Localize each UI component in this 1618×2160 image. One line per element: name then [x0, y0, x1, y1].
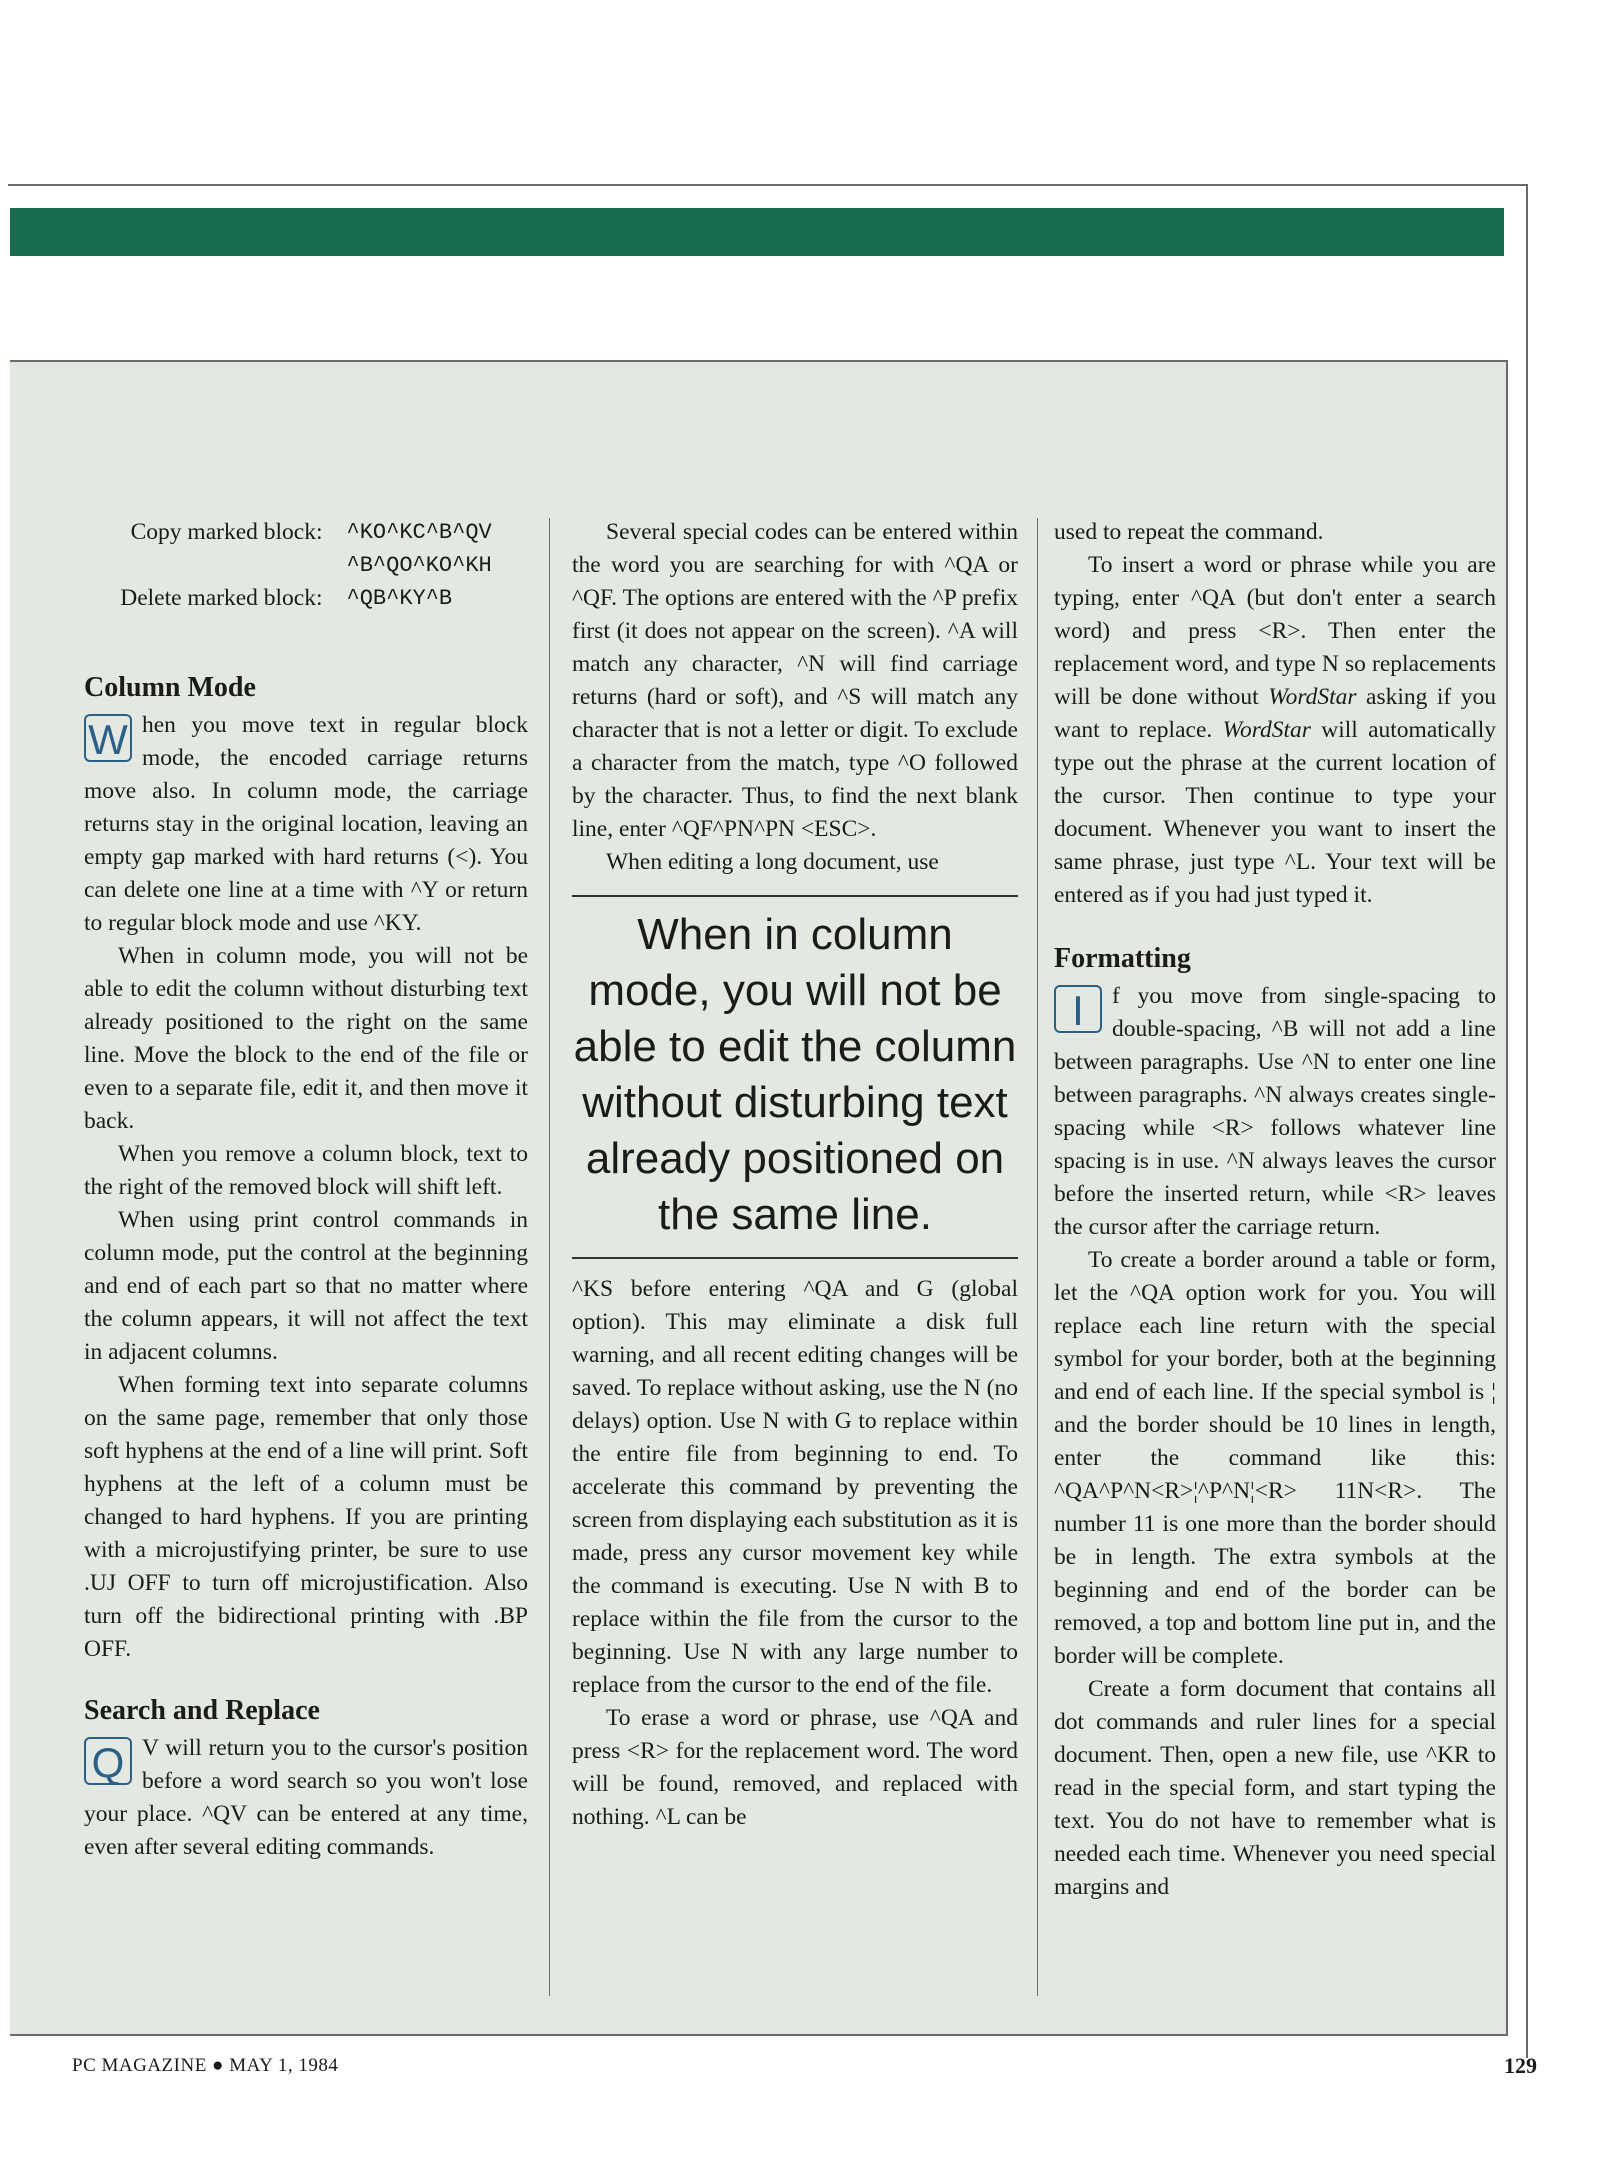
- paragraph: Several special codes can be entered within the word you are searching for with ^QA or ^QF. The options are entered with the ^P prefix first (it does not appear on the screen). ^A will match any character, ^N will find carriage returns (hard or soft), and ^S will match any character that is not a letter or digit. To exclude a character from the match, type ^O followed by the character. Thus, to find the next blank line, enter ^QF^PN^PN <ESC>.: [572, 519, 1018, 842]
- heading-formatting: Formatting: [1054, 943, 1191, 974]
- paragraph-text: hen you move text in regular block mode, the encoded carriage returns move also. In column mode, the carriage returns stay in the original location, leaving an empty gap marked with hard returns (<). You can delete one line at a time with ^Y or return to regular block mode and use ^KY.: [84, 712, 528, 936]
- column-rule-right: [1037, 518, 1038, 1996]
- copy-label: Copy marked block:: [130, 519, 323, 545]
- copy-command-1: ^KO^KC^B^QV: [346, 520, 492, 545]
- footer-publication: PC MAGAZINE ● MAY 1, 1984: [72, 2055, 339, 2076]
- wordstar-title: WordStar: [1268, 684, 1357, 710]
- block-commands: [84, 516, 528, 615]
- drop-cap-i: I: [1054, 985, 1102, 1033]
- paragraph: When using print control commands in column mode, put the control at the beginning and end of each part so that no matter where the column appears, it will not affect the text in adjacent columns.: [84, 1207, 528, 1365]
- delete-command: ^QB^KY^B: [346, 586, 453, 611]
- column-rule-left: [549, 518, 550, 1996]
- delete-label: Delete marked block:: [120, 585, 323, 611]
- drop-cap-q: Q: [84, 1737, 132, 1785]
- wordstar-title: WordStar: [1222, 717, 1311, 743]
- paragraph: To erase a word or phrase, use ^QA and press <R> for the replacement word. The word will be found, removed, and replaced with nothing. ^L can be: [572, 1705, 1018, 1830]
- copy-command-2: ^B^QO^KO^KH: [346, 553, 492, 578]
- paragraph: ^KS before entering ^QA and G (global option). This may eliminate a disk full warning, and all recent editing changes will be saved. To replace without asking, use the N (no delays) option. Use N with G to replace within the entire file from beginning to end. To accelerate this command by preventing the screen from displaying each substitution as it is made, press any cursor movement key while the command is executing. Use N with B to replace within the file from the cursor to the beginning. Use N with any large number to replace from the cursor to the end of the file.: [572, 1276, 1018, 1698]
- paragraph: When forming text into separate columns on the same page, remember that only those soft hyphens at the end of a line will print. Soft hyphens at the left of a column must be changed to hard hyphens. If you are printing with a microjustifying printer, be sure to use .UJ OFF to turn off microjustification. Also turn off the bidirectional printing with .BP OFF.: [84, 1372, 528, 1662]
- heading-search-replace: Search and Replace: [84, 1695, 320, 1726]
- text-run: asking if you want to replace.: [1054, 684, 1496, 743]
- paragraph: When in column mode, you will not be able to edit the column without disturbing text already positioned to the right on the same line. Move the block to the end of the file or even to a separate file, edit it, and then move it back.: [84, 943, 528, 1134]
- text-run: To insert a word or phrase while you are typing, enter ^QA (but don't enter a search word) and press <R>. Then enter the replacement word, and type N so replacements will be done without: [1054, 552, 1496, 710]
- paragraph-text: f you move from single-spacing to double-spacing, ^B will not add a line between paragraphs. Use ^N to enter one line between paragraphs. ^N always creates single-spacing while <R> follows whatever line spacing is in use. ^N always leaves the cursor before the inserted return, while <R> leaves the cursor after the carriage return.: [1054, 983, 1496, 1240]
- paragraph: [84, 709, 528, 940]
- drop-cap-w: W: [84, 714, 132, 762]
- paragraph: Create a form document that contains all dot commands and ruler lines for a special document. Then, open a new file, use ^KR to read in the special form, and start typing the text. You do not have to remember what is needed each time. Whenever you need special margins and: [1054, 1676, 1496, 1900]
- paragraph: When editing a long document, use: [606, 849, 939, 875]
- paragraph-text: V will return you to the cursor's position before a word search so you won't lose your place. ^QV can be entered at any time, even after several editing commands.: [84, 1735, 528, 1860]
- pull-quote: When in column mode, you will not be able to edit the column without disturbing text already positioned on the same line.: [572, 895, 1018, 1259]
- column-1: [84, 516, 528, 1864]
- text-run: will automatically type out the phrase at the current location of the cursor. Then continue to type your document. Whenever you want to insert the same phrase, just type ^L. Your text will be entered as if you had just typed it.: [1054, 717, 1496, 908]
- paragraph: [84, 1732, 528, 1864]
- page-number: 129: [1504, 2053, 1537, 2078]
- header-color-band: [10, 208, 1504, 256]
- paragraph: When you remove a column block, text to the right of the removed block will shift left.: [84, 1141, 528, 1200]
- paragraph: [1054, 549, 1496, 912]
- paragraph: [1054, 980, 1496, 1244]
- paragraph: used to repeat the command.: [1054, 519, 1324, 545]
- column-2: [572, 516, 1018, 1834]
- column-3: [1054, 516, 1496, 1904]
- paragraph: To create a border around a table or form, let the ^QA option work for you. You will replace each line return with the special symbol for your border, both at the beginning and end of each line. If the special symbol is ¦ and the border should be 10 lines in length, enter the command like this: ^QA^P^N<R>¦^P^N¦<R> 11N<R>. The number 11 is one more than the border should be in length. The extra symbols at the beginning and end of the border can be removed, a top and bottom line put in, and the border will be complete.: [1054, 1247, 1496, 1669]
- heading-column-mode: Column Mode: [84, 672, 256, 703]
